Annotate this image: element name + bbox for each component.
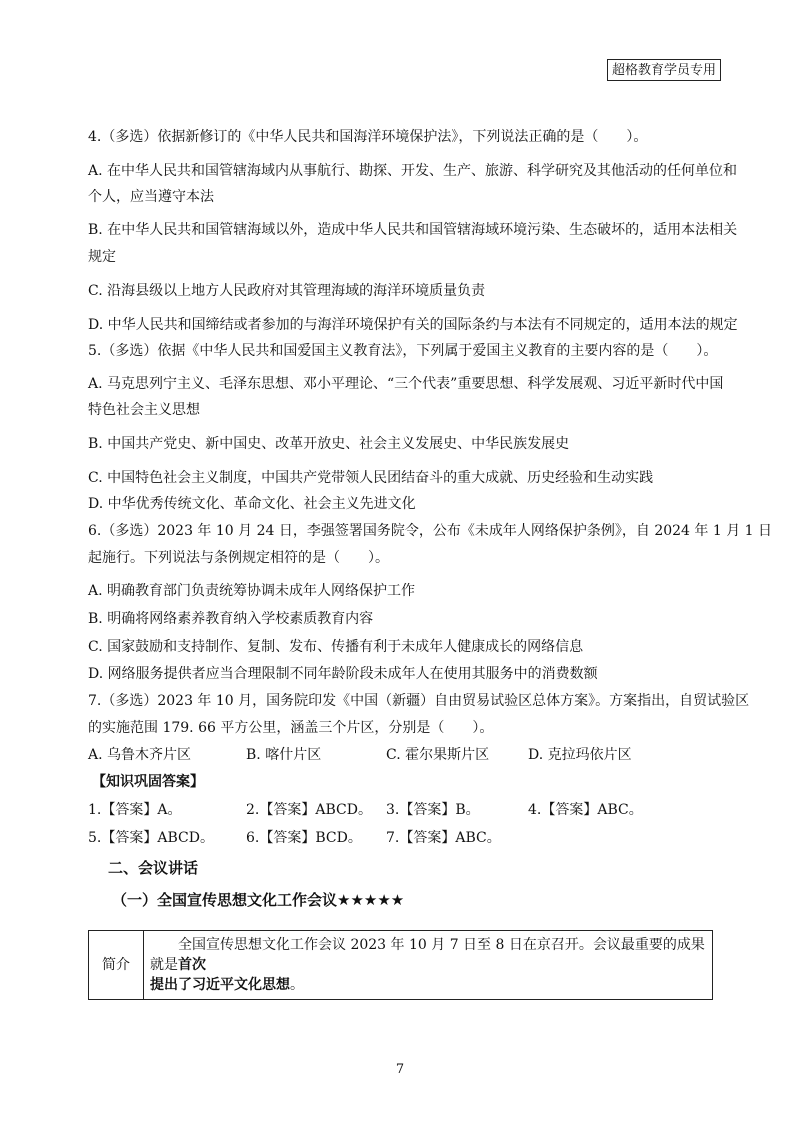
intro-text-part1: 全国宣传思想文化工作会议 2023 年 10 月 7 日至 8 日在京召开。会议最重要的成果就是 <box>150 937 705 973</box>
question-6-stem-cont: 起施行。下列说法与条例规定相符的是（ ）。 <box>88 550 389 566</box>
header-badge: 超格教育学员专用 <box>607 59 721 81</box>
question-5-option-c: C. 中国特色社会主义制度，中国共产党带领人民团结奋斗的重大成就、历史经验和生动实践 <box>88 470 654 486</box>
question-4-option-b: B. 在中华人民共和国管辖海域以外，造成中华人民共和国管辖海域环境污染、生态破坏的，适用本法相关 <box>88 222 738 238</box>
question-4-option-c: C. 沿海县级以上地方人民政府对其管理海域的海洋环境质量负责 <box>88 283 486 299</box>
question-6-option-a: A. 明确教育部门负责统筹协调未成年人网络保护工作 <box>88 583 416 599</box>
answer-3: 3.【答案】B。 <box>386 802 480 818</box>
answers-row-1 <box>88 801 726 819</box>
answer-1: 1.【答案】A。 <box>88 802 182 818</box>
document-body <box>88 128 773 909</box>
intro-text <box>144 931 713 1000</box>
question-6-option-c: C. 国家鼓励和支持制作、复制、发布、传播有利于未成年人健康成长的网络信息 <box>88 639 584 655</box>
question-7-option-d: D. 克拉玛依片区 <box>528 747 632 763</box>
answer-7: 7.【答案】ABC。 <box>386 830 501 846</box>
question-5-option-a-cont: 特色社会主义思想 <box>88 402 200 418</box>
answer-5: 5.【答案】ABCD。 <box>88 830 214 846</box>
intro-text-end: 。 <box>290 977 304 993</box>
answers-row-2 <box>88 829 726 847</box>
intro-label: 简介 <box>89 931 144 1000</box>
question-5-option-d: D. 中华优秀传统文化、革命文化、社会主义先进文化 <box>88 496 416 512</box>
question-4-option-d: D. 中华人民共和国缔结或者参加的与海洋环境保护有关的国际条约与本法有不同规定的，适用本法的规定 <box>88 317 738 333</box>
intro-text-bold2: 提出了习近平文化思想 <box>150 977 290 993</box>
question-7-stem: 7.（多选）2023 年 10 月，国务院印发《中国（新疆）自由贸易试验区总体方案》。方案指出，自贸试验区 <box>88 693 750 709</box>
question-7-options <box>88 746 708 764</box>
question-7-option-c: C. 霍尔果斯片区 <box>386 747 490 763</box>
question-5-option-b: B. 中国共产党史、新中国史、改革开放史、社会主义发展史、中华民族发展史 <box>88 436 570 452</box>
question-4-option-a-cont: 个人，应当遵守本法 <box>88 189 214 205</box>
subsection-title: （一）全国宣传思想文化工作会议★★★★★ <box>112 891 405 909</box>
question-4-option-b-cont: 规定 <box>88 249 116 265</box>
intro-table <box>88 930 713 1000</box>
answers-title: 【知识巩固答案】 <box>92 774 204 790</box>
question-6-stem: 6.（多选）2023 年 10 月 24 日，李强签署国务院令，公布《未成年人网络保护条例》，自 2024 年 1 月 1 日 <box>88 523 773 539</box>
question-4-stem: 4.（多选）依据新修订的《中华人民共和国海洋环境保护法》，下列说法正确的是（ ）。 <box>88 129 648 145</box>
page-number: 7 <box>395 1062 405 1077</box>
answer-6: 6.【答案】BCD。 <box>246 830 362 846</box>
section-title: 二、会议讲话 <box>108 859 199 877</box>
answer-2: 2.【答案】ABCD。 <box>246 802 372 818</box>
question-6-option-d: D. 网络服务提供者应当合理限制不同年龄阶段未成年人在使用其服务中的消费数额 <box>88 666 598 682</box>
question-7-option-b: B. 喀什片区 <box>246 747 322 763</box>
question-4-option-a: A. 在中华人民共和国管辖海域内从事航行、勘探、开发、生产、旅游、科学研究及其他活动的任何单位和 <box>88 163 738 179</box>
question-7-stem-cont: 的实施范围 179. 66 平方公里，涵盖三个片区，分别是（ ）。 <box>88 720 494 736</box>
intro-text-bold1: 首次 <box>178 957 206 973</box>
answer-4: 4.【答案】ABC。 <box>528 802 643 818</box>
question-6-option-b: B. 明确将网络素养教育纳入学校素质教育内容 <box>88 611 374 627</box>
question-7-option-a: A. 乌鲁木齐片区 <box>88 747 192 763</box>
question-5-option-a: A. 马克思列宁主义、毛泽东思想、邓小平理论、“三个代表”重要思想、科学发展观、习近平新时代中国 <box>88 376 724 392</box>
question-5-stem: 5.（多选）依据《中华人民共和国爱国主义教育法》，下列属于爱国主义教育的主要内容的是（ ）。 <box>88 343 718 359</box>
